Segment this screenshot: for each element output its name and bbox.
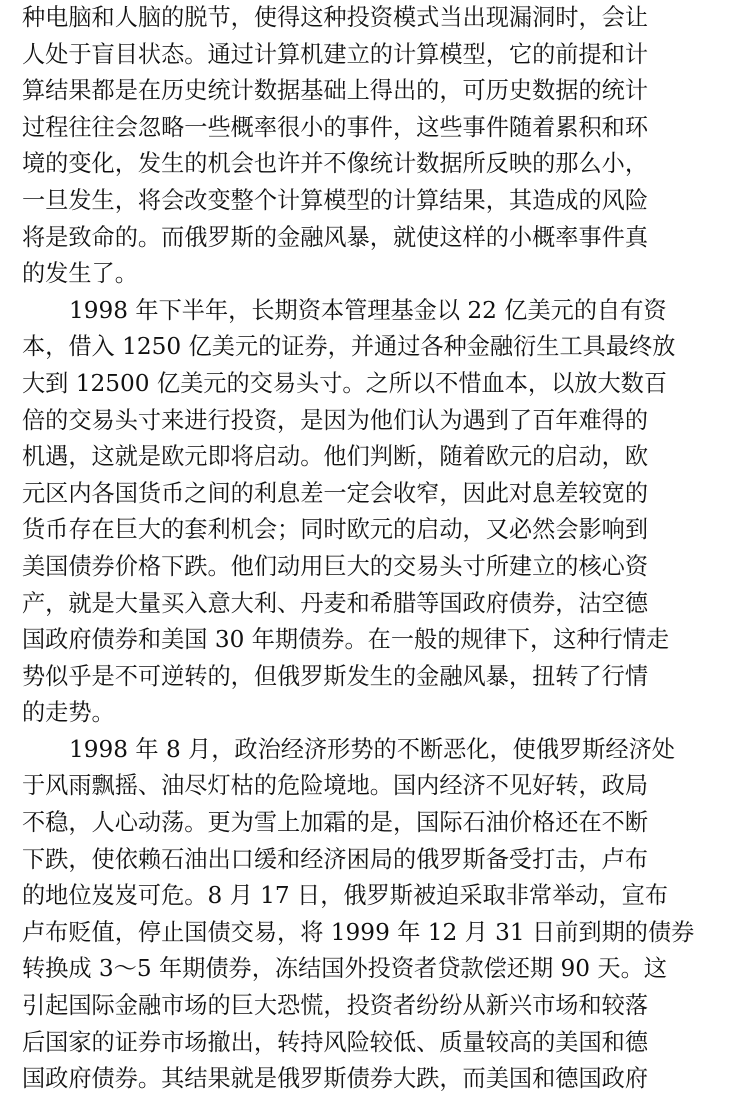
text-line: 机遇，这就是欧元即将启动。他们判断，随着欧元的启动，欧 bbox=[22, 443, 649, 471]
text-line: 不稳，人心动荡。更为雪上加霜的是，国际石油价格还在不断 bbox=[22, 809, 649, 837]
text-line: 产，就是大量买入意大利、丹麦和希腊等国政府债券，沽空德 bbox=[22, 589, 649, 617]
text-line: 国政府债券和美国 30 年期债券。在一般的规律下，这种行情走 bbox=[22, 626, 670, 654]
text-line: 后国家的证券市场撤出，转持风险较低、质量较高的美国和德 bbox=[22, 1028, 649, 1056]
text-line: 的走势。 bbox=[22, 699, 115, 727]
paragraph-1 bbox=[22, 0, 728, 293]
text-line: 货币存在巨大的套利机会；同时欧元的启动，又必然会影响到 bbox=[22, 516, 649, 544]
paragraph-3 bbox=[22, 732, 728, 1098]
text-line: 卢布贬值，停止国债交易，将 1999 年 12 月 31 日前到期的债券 bbox=[22, 918, 695, 946]
document-page bbox=[22, 0, 728, 1098]
text-line: 将是致命的。而俄罗斯的金融风暴，就使这样的小概率事件真 bbox=[22, 223, 649, 251]
paragraph-2 bbox=[22, 293, 728, 732]
text-line: 1998 年 8 月，政治经济形势的不断恶化，使俄罗斯经济处 bbox=[69, 735, 675, 763]
text-line: 国政府债券。其结果就是俄罗斯债券大跌，而美国和德国政府 bbox=[22, 1065, 649, 1093]
text-line: 美国债券价格下跌。他们动用巨大的交易头寸所建立的核心资 bbox=[22, 552, 649, 580]
text-line: 于风雨飘摇、油尽灯枯的危险境地。国内经济不见好转，政局 bbox=[22, 772, 649, 800]
text-line: 本，借入 1250 亿美元的证券，并通过各种金融衍生工具最终放 bbox=[22, 333, 676, 361]
text-line: 人处于盲目状态。通过计算机建立的计算模型，它的前提和计 bbox=[22, 40, 649, 68]
text-line: 一旦发生，将会改变整个计算模型的计算结果，其造成的风险 bbox=[22, 186, 649, 214]
text-line: 算结果都是在历史统计数据基础上得出的，可历史数据的统计 bbox=[22, 77, 649, 105]
text-line: 倍的交易头寸来进行投资，是因为他们认为遇到了百年难得的 bbox=[22, 406, 649, 434]
text-line: 的地位岌岌可危。8 月 17 日，俄罗斯被迫采取非常举动，宣布 bbox=[22, 882, 669, 910]
text-line: 势似乎是不可逆转的，但俄罗斯发生的金融风暴，扭转了行情 bbox=[22, 662, 649, 690]
text-line: 元区内各国货币之间的利息差一定会收窄，因此对息差较宽的 bbox=[22, 479, 649, 507]
text-line: 转换成 3～5 年期债券，冻结国外投资者贷款偿还期 90 天。这 bbox=[22, 955, 667, 983]
text-line: 引起国际金融市场的巨大恐慌，投资者纷纷从新兴市场和较落 bbox=[22, 992, 649, 1020]
text-line: 过程往往会忽略一些概率很小的事件，这些事件随着累积和环 bbox=[22, 113, 649, 141]
text-line: 大到 12500 亿美元的交易头寸。之所以不惜血本，以放大数百 bbox=[22, 369, 668, 397]
text-line: 下跌，使依赖石油出口缓和经济困局的俄罗斯备受打击，卢布 bbox=[22, 845, 649, 873]
text-line: 境的变化，发生的机会也许并不像统计数据所反映的那么小， bbox=[22, 150, 649, 178]
text-line: 1998 年下半年，长期资本管理基金以 22 亿美元的自有资 bbox=[69, 296, 667, 324]
text-line: 种电脑和人脑的脱节，使得这种投资模式当出现漏洞时，会让 bbox=[22, 4, 649, 31]
text-line: 的发生了。 bbox=[22, 260, 138, 288]
